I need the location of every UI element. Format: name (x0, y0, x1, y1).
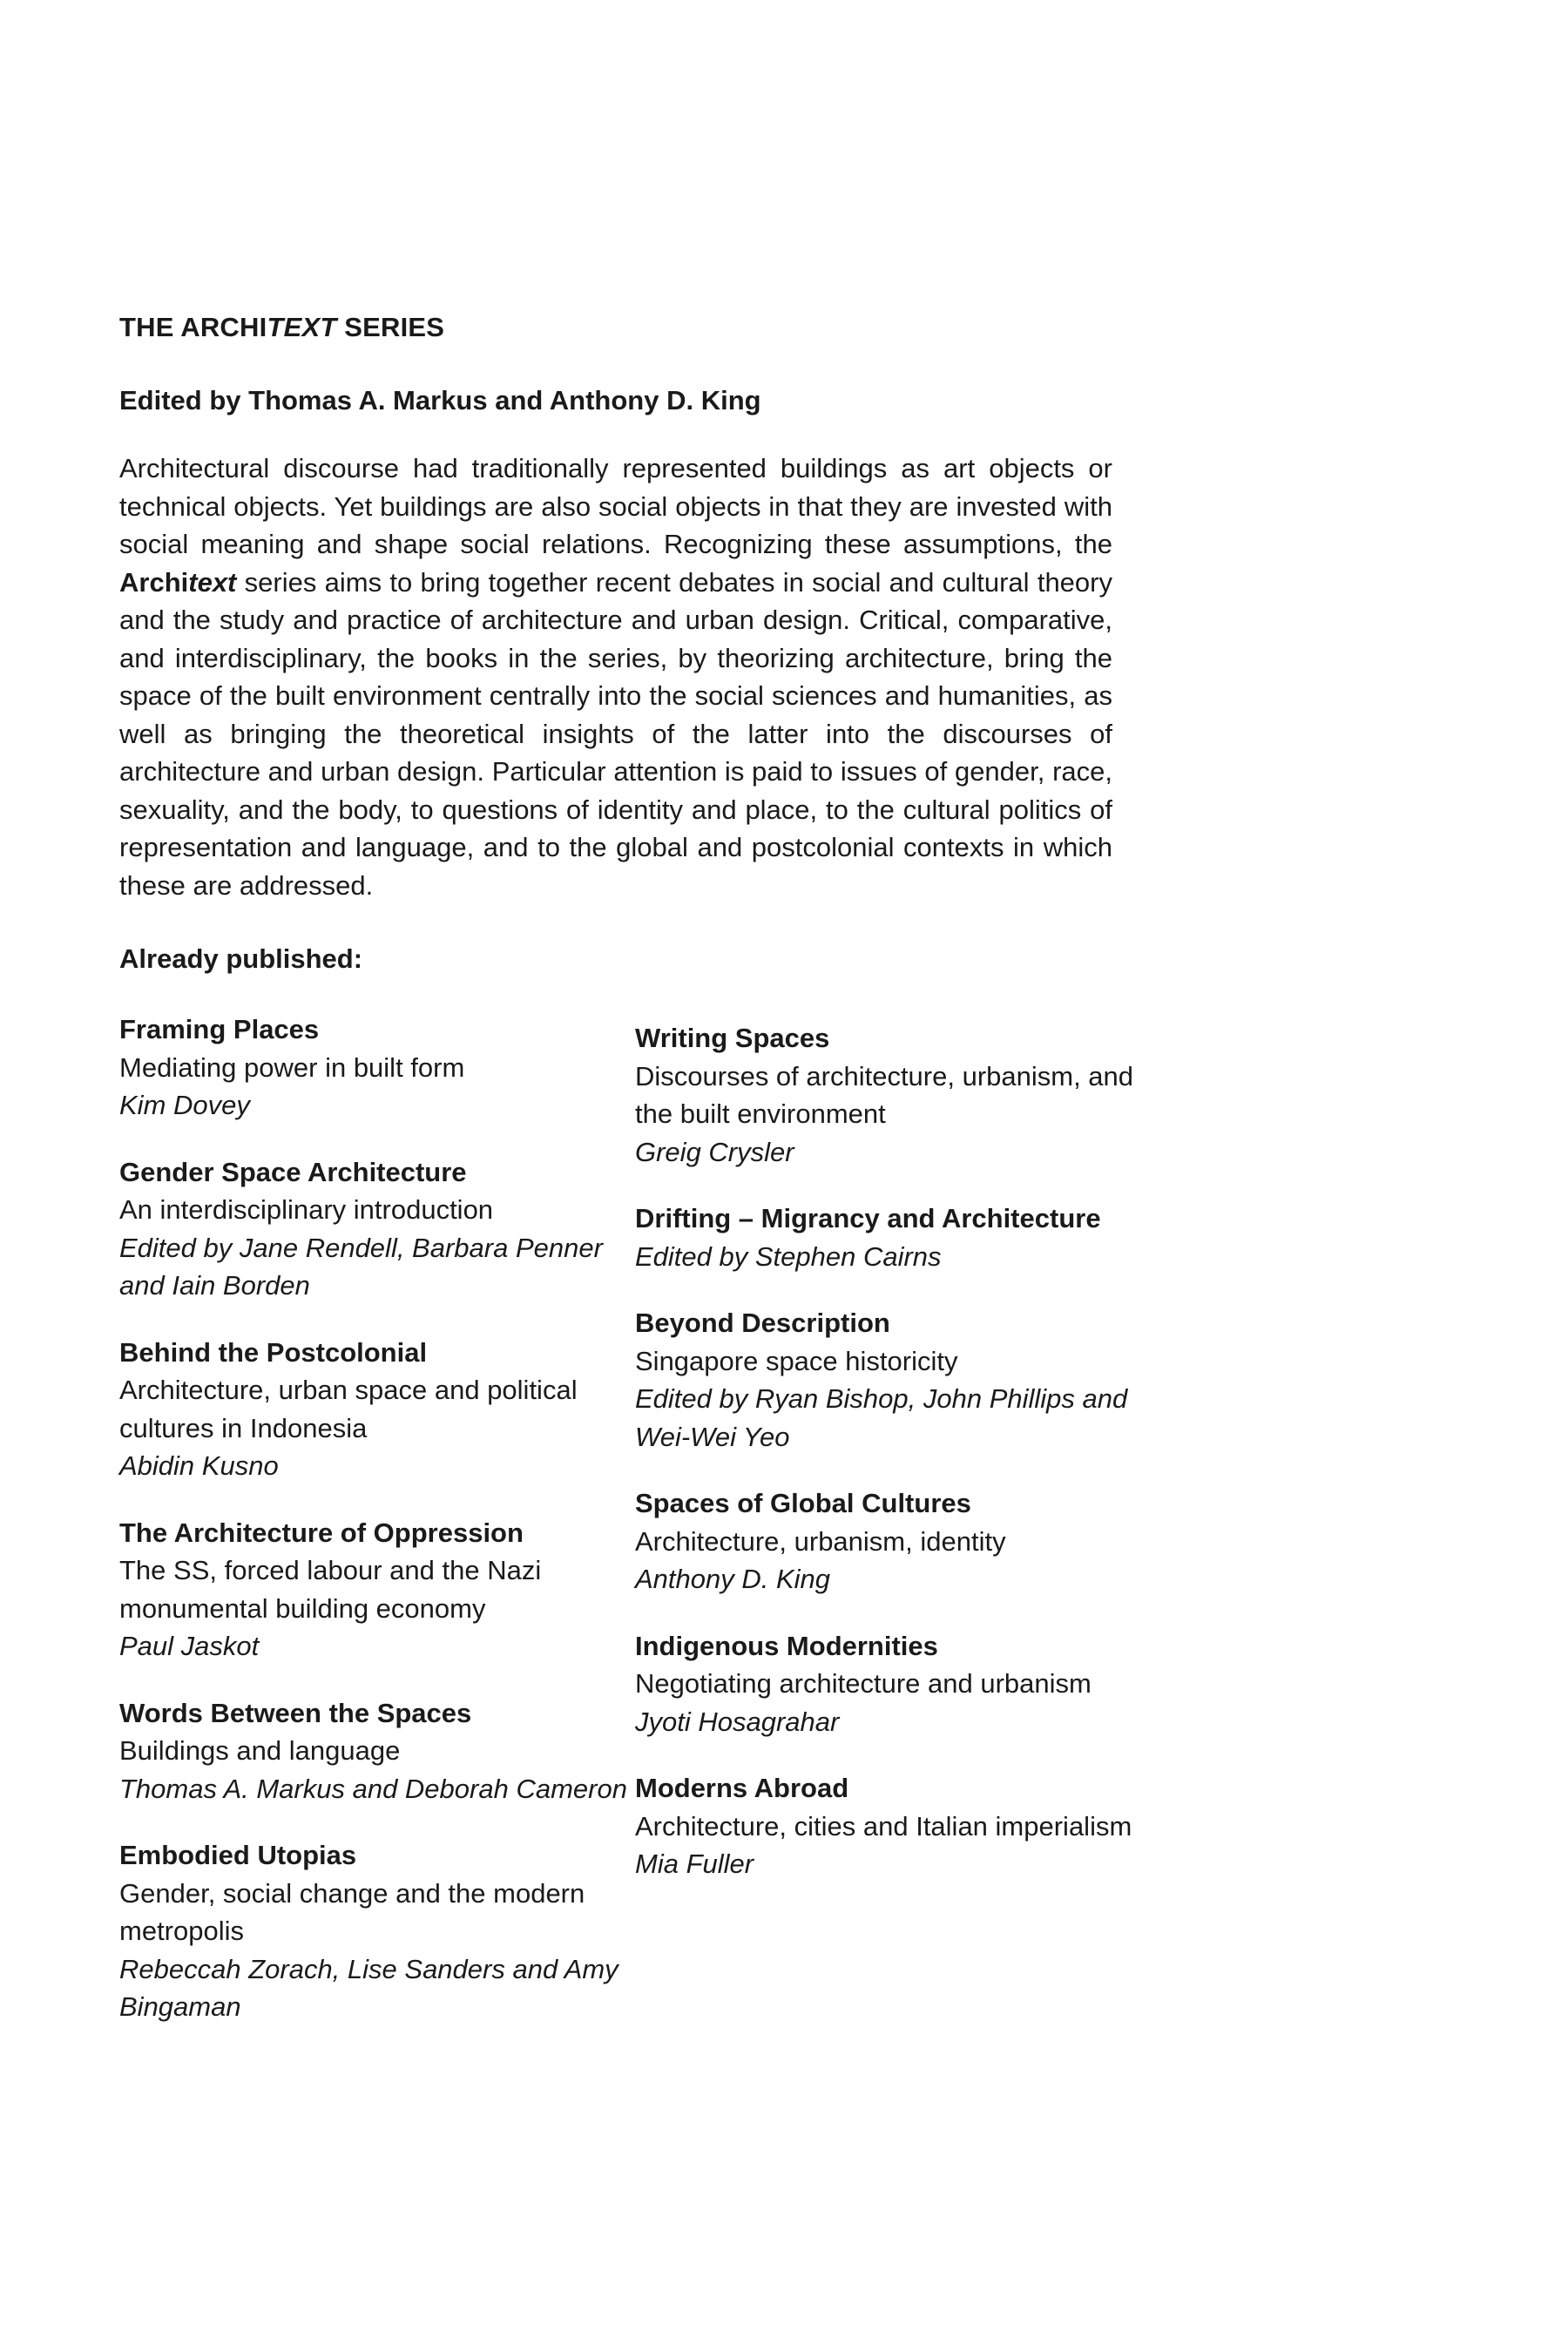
book-entry (119, 1836, 642, 2026)
book-entry (119, 1514, 642, 1666)
book-author: Mia Fuller (635, 1848, 754, 1879)
book-author: Edited by Jane Rendell, Barbara Penner and Iain Borden (119, 1232, 603, 1301)
book-subtitle: Architecture, urbanism, identity (635, 1525, 1006, 1557)
book-author: Edited by Ryan Bishop, John Phillips and Wei-Wei Yeo (635, 1383, 1128, 1452)
book-author: Thomas A. Markus and Deborah Cameron (119, 1773, 627, 1804)
intro-series-name (119, 567, 236, 598)
book-title: Spaces of Global Cultures (635, 1488, 971, 1518)
book-author: Rebeccah Zorach, Lise Sanders and Amy Bingaman (119, 1953, 618, 2022)
book-subtitle: Gender, social change and the modern metropolis (119, 1877, 585, 1946)
book-entry (635, 1769, 1158, 1883)
book-title: Writing Spaces (635, 1023, 830, 1053)
series-intro (119, 449, 1112, 904)
book-subtitle: The SS, forced labour and the Nazi monumental building economy (119, 1555, 542, 1624)
book-entry (635, 1019, 1158, 1171)
series-title-suffix: SERIES (336, 312, 445, 342)
book-title: Beyond Description (635, 1308, 890, 1338)
book-title: Behind the Postcolonial (119, 1336, 428, 1368)
book-title: Moderns Abroad (635, 1773, 849, 1803)
book-list-right (635, 1019, 1158, 1912)
book-subtitle: Buildings and language (119, 1735, 401, 1766)
book-title: The Architecture of Oppression (119, 1517, 524, 1548)
book-entry (119, 1334, 642, 1485)
book-entry (635, 1484, 1158, 1598)
book-subtitle: An interdisciplinary introduction (119, 1194, 494, 1225)
book-title: Embodied Utopias (119, 1840, 357, 1870)
book-entry (635, 1200, 1158, 1275)
book-entry (119, 1010, 642, 1125)
book-entry (635, 1627, 1158, 1741)
book-author: Anthony D. King (635, 1564, 831, 1594)
intro-series-name-bold: Archi (119, 566, 189, 598)
already-published-heading: Already published: (119, 943, 363, 974)
series-title-prefix: THE ARCHI (119, 312, 267, 342)
book-title: Framing Places (119, 1014, 320, 1044)
series-title-italic: TEXT (267, 312, 337, 342)
book-list-left (119, 1010, 642, 2055)
book-author: Greig Crysler (635, 1136, 794, 1167)
book-entry (635, 1304, 1158, 1456)
book-entry (119, 1694, 642, 1808)
book-author: Edited by Stephen Cairns (635, 1240, 942, 1272)
book-author: Abidin Kusno (119, 1450, 279, 1481)
intro-series-name-italic: text (188, 566, 237, 598)
page (119, 0, 1134, 2352)
intro-text-after: series aims to bring together recent debates in social and cultural theory and the study and practice of architecture and urban design. Critical, comparative, and interdisciplinary, the books in the series, by theorizing architecture, bring the space of the built environment centrally into the social sciences and humanities, as well as bringing the theoretical insights of the latter into the discourses of architecture and urban design. Particular attention is paid to issues of gender, race, sexuality, and the body, to questions of identity and place, to the cultural politics of representation and language, and to the global and postcolonial contexts in which these are addressed. (119, 566, 1112, 901)
book-subtitle: Architecture, urban space and political cultures in Indonesia (119, 1375, 578, 1443)
book-title: Gender Space Architecture (119, 1156, 467, 1187)
book-subtitle: Mediating power in built form (119, 1051, 465, 1083)
book-subtitle: Negotiating architecture and urbanism (635, 1668, 1092, 1699)
book-entry (119, 1153, 642, 1305)
book-author: Jyoti Hosagrahar (635, 1706, 840, 1737)
book-subtitle: Discourses of architecture, urbanism, and the built environment (635, 1060, 1134, 1129)
series-title (119, 312, 444, 343)
book-author: Paul Jaskot (119, 1631, 260, 1661)
intro-text-before: Architectural discourse had traditionally represented buildings as art objects or technical objects. Yet buildings are also social objects in that they are invested with social meaning and shape social relations. Recognizing these assumptions, the (119, 453, 1112, 559)
book-title: Indigenous Modernities (635, 1630, 938, 1661)
book-author: Kim Dovey (119, 1090, 250, 1120)
book-subtitle: Singapore space historicity (635, 1345, 958, 1376)
book-subtitle: Architecture, cities and Italian imperialism (635, 1810, 1132, 1842)
book-title: Drifting – Migrancy and Architecture (635, 1203, 1101, 1233)
book-title: Words Between the Spaces (119, 1697, 472, 1728)
series-editors: Edited by Thomas A. Markus and Anthony D. King (119, 385, 761, 416)
